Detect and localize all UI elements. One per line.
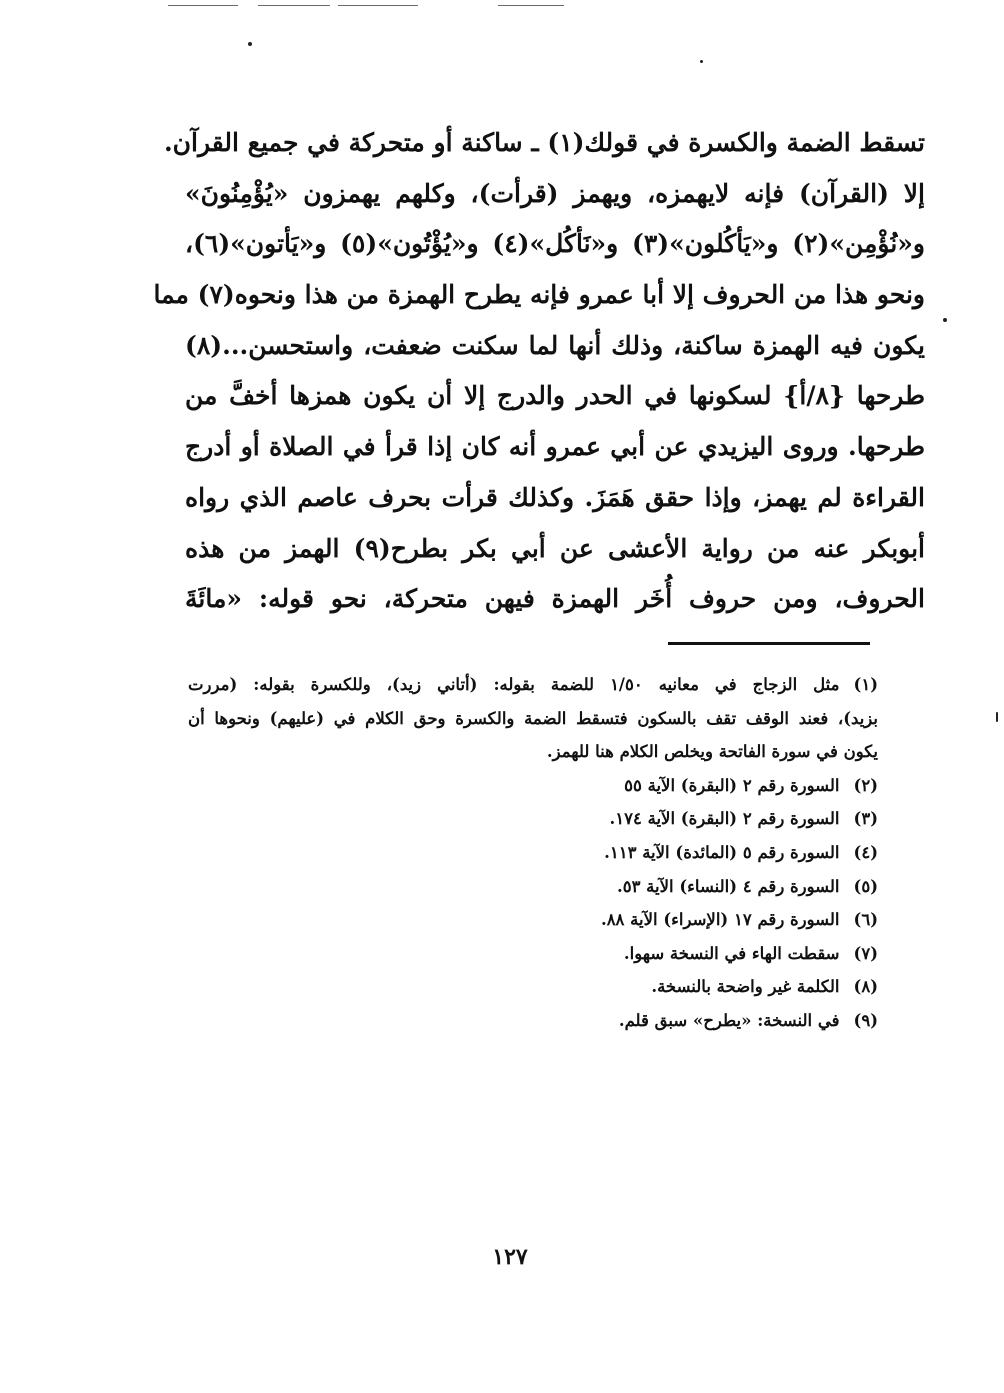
footnote-number: (٥): [853, 876, 878, 896]
scan-speck: [248, 42, 252, 46]
footnote-3: [188, 802, 878, 836]
footnote-number: (٢): [853, 775, 878, 795]
footnote-text: بزيد)، فعند الوقف تقف بالسكون فتسقط الضمة والكسرة وحق الكلام في (عليهم) ونحوها أن: [188, 708, 878, 728]
body-line: أبوبكر عنه من رواية الأعشى عن أبي بكر بطرح(٩) الهمز من هذه: [185, 533, 925, 563]
body-line: طرحها. وروى اليزيدي عن أبي عمرو أنه كان إذا قرأ في الصلاة أو أدرج: [185, 432, 925, 462]
footnote-2: [188, 769, 878, 803]
footnote-number: (٩): [853, 1010, 878, 1030]
scan-speck: [996, 712, 998, 722]
footnote-9: [188, 1004, 878, 1038]
main-body-text: [153, 118, 926, 625]
body-line: تسقط الضمة والكسرة في قولك(١) ـ ساكنة أو متحركة في جميع القرآن.: [163, 128, 925, 157]
footnote-8: [188, 970, 878, 1004]
scan-speck: [943, 318, 947, 322]
page-number: ١٢٧: [492, 1244, 528, 1270]
footnotes: [188, 668, 878, 1038]
footnote-text: السورة رقم ٢ (البقرة) الآية ١٧٤.: [609, 809, 840, 829]
footnote-1: [188, 668, 878, 702]
footnote-1-continued: [188, 702, 878, 736]
body-line: يكون فيه الهمزة ساكنة، وذلك أنها لما سكنت ضعفت، واستحسن...(٨): [185, 330, 926, 360]
footnote-6: [188, 903, 878, 937]
footnote-number: (١): [853, 675, 878, 694]
footnote-text: يكون في سورة الفاتحة ويخلص الكلام هنا للهمز.: [546, 742, 878, 762]
scan-artifact-rule: [338, 5, 418, 6]
footnote-text: سقطت الهاء في النسخة سهوا.: [623, 943, 840, 963]
footnote-number: (٦): [853, 910, 878, 930]
scan-speck: [700, 60, 703, 63]
footnote-separator: [668, 642, 870, 645]
footnote-text: مثل الزجاج في معانيه ١/٥٠ للضمة بقوله: (أتاني زيد)، وللكسرة بقوله: (مررت: [188, 675, 840, 694]
footnote-number: (٧): [853, 943, 878, 963]
footnote-5: [188, 870, 878, 904]
footnote-number: (٤): [853, 842, 878, 862]
footnote-1-continued: [188, 735, 878, 769]
scan-artifact-rule: [258, 5, 330, 6]
footnote-text: الكلمة غير واضحة بالنسخة.: [651, 977, 840, 997]
footnote-number: (٣): [853, 809, 878, 829]
footnote-text: السورة رقم ٢ (البقرة) الآية ٥٥: [624, 775, 840, 795]
footnote-text: السورة رقم ٤ (النساء) الآية ٥٣.: [616, 876, 840, 896]
footnote-number: (٨): [853, 977, 878, 997]
scan-artifact-rule: [498, 5, 564, 6]
body-line: الحروف، ومن حروف أُخَر الهمزة فيهن متحركة، نحو قوله: «مائَةَ: [185, 584, 925, 614]
footnote-text: السورة رقم ٥ (المائدة) الآية ١١٣.: [604, 842, 840, 862]
body-line: طرحها {٨/أ} لسكونها في الحدر والدرج إلا أن يكون همزها أخفَّ من: [185, 381, 925, 411]
footnote-text: في النسخة: «يطرح» سبق قلم.: [618, 1010, 840, 1030]
body-line: إلا (القرآن) فإنه لايهمزه، ويهمز (قرأت)، وكلهم يهمزون «يُؤْمِنُونَ»: [185, 178, 925, 208]
body-line: و«نُؤْمِن»(٢) و«يَأكُلون»(٣) و«نَأكُل»(٤) و«يُؤْتُون»(٥) و«يَأتون»(٦)،: [185, 229, 925, 259]
body-line: القراءة لم يهمز، وإذا حقق هَمَزَ. وكذلك قرأت بحرف عاصم الذي رواه: [185, 482, 925, 512]
scan-artifact-rule: [168, 5, 238, 6]
footnote-7: [188, 937, 878, 971]
footnote-text: السورة رقم ١٧ (الإسراء) الآية ٨٨.: [600, 910, 840, 930]
body-line: ونحو هذا من الحروف إلا أبا عمرو فإنه يطرح الهمزة من هذا ونحوه(٧) مما: [153, 280, 925, 310]
footnote-4: [188, 836, 878, 870]
